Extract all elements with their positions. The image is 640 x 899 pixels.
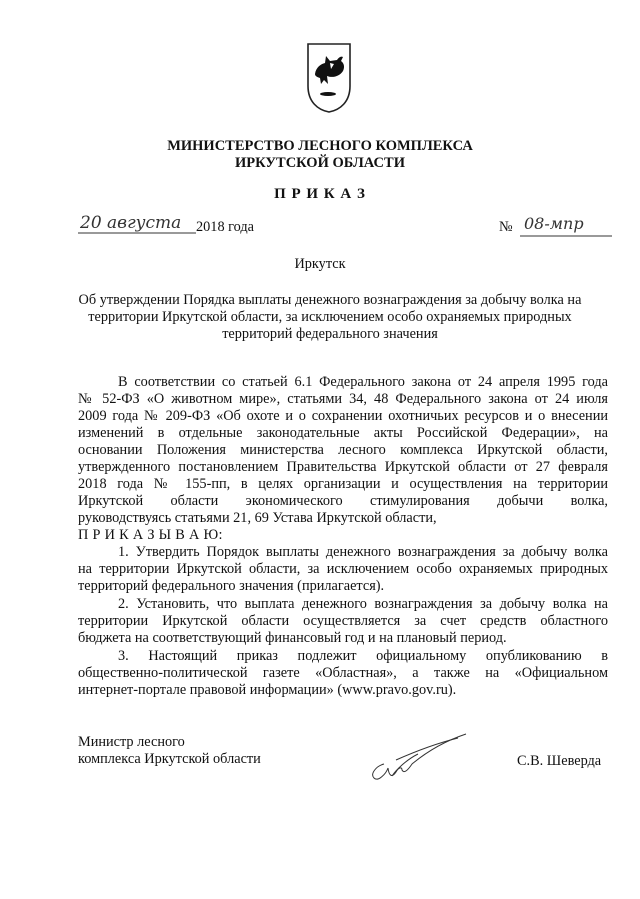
handwritten-date: 20 августа	[80, 213, 182, 233]
order-item-2-line: 2. Установить, что выплата денежного вознаграждения за добычу волка на	[118, 596, 608, 612]
preamble-line: руководствуясь статьями 21, 69 Устава Иркутской области,	[78, 510, 437, 526]
preamble-line: № 52-ФЗ «О животном мире», статьями 34, 48 Федерального закона от 24 июля	[78, 391, 608, 407]
preamble-line: Иркутской области экономического стимулирования добычи волка,	[78, 493, 608, 509]
preamble-line: изменений в отдельные законодательные акты Российской Федерации», на	[78, 425, 608, 441]
date-underline	[78, 231, 196, 235]
preamble-line: 2009 года № 209-ФЗ «Об охоте и о сохранении охотничьих ресурсов и о внесении	[78, 408, 608, 424]
signatory-position-line1: Министр лесного	[78, 734, 185, 750]
signatory-position-line2: комплекса Иркутской области	[78, 751, 261, 767]
number-sign: №	[499, 219, 513, 235]
order-item-3-line: общественно-политической газете «Областная», а также на «Официальном	[78, 665, 608, 681]
coat-of-arms-emblem	[306, 42, 352, 114]
order-word: П Р И К А З Ы В А Ю:	[78, 527, 223, 543]
preamble-line: 2018 года № 155-пп, в целях организации и осуществления на территории	[78, 476, 608, 492]
order-item-3-line: интернет-портале правовой информации» (www.pravo.gov.ru).	[78, 682, 457, 698]
order-item-1-line: территорий федерального значения (прилагается).	[78, 578, 385, 594]
number-underline	[520, 234, 612, 238]
order-item-1-line: на территории Иркутской области, за исключением особо охраняемых природных	[78, 561, 608, 577]
order-title-line2: территории Иркутской области, за исключением особо охраняемых природных	[88, 309, 572, 325]
ministry-name-line2: ИРКУТСКОЙ ОБЛАСТИ	[235, 155, 405, 171]
date-year: 2018 года	[196, 219, 255, 235]
preamble-line: утвержденного постановлением Правительства Иркутской области от 27 февраля	[78, 459, 608, 475]
order-item-2-line: территории Иркутской области осуществляется за счет средств областного	[78, 613, 608, 629]
ministry-name-line1: МИНИСТЕРСТВО ЛЕСНОГО КОМПЛЕКСА	[167, 138, 473, 154]
signatory-name: С.В. Шеверда	[517, 753, 602, 769]
order-item-1-line: 1. Утвердить Порядок выплаты денежного вознаграждения за добычу волка	[118, 544, 608, 560]
order-title-line3: территорий федерального значения	[222, 326, 438, 342]
city: Иркутск	[294, 256, 346, 272]
order-title-line1: Об утверждении Порядка выплаты денежного вознаграждения за добычу волка на	[78, 292, 582, 308]
handwritten-number: 08-мпр	[524, 214, 584, 233]
order-item-3-line: 3. Настоящий приказ подлежит официальному опубликованию в	[118, 648, 608, 664]
preamble-line: В соответствии со статьей 6.1 Федерального закона от 24 апреля 1995 года	[118, 374, 608, 390]
handwritten-signature	[362, 730, 472, 790]
document-type: П Р И К А З	[274, 186, 366, 202]
order-item-2-line: бюджета на соответствующий финансовый год и на плановый период.	[78, 630, 507, 646]
preamble-line: основании Положения министерства лесного комплекса Иркутской области,	[78, 442, 608, 458]
